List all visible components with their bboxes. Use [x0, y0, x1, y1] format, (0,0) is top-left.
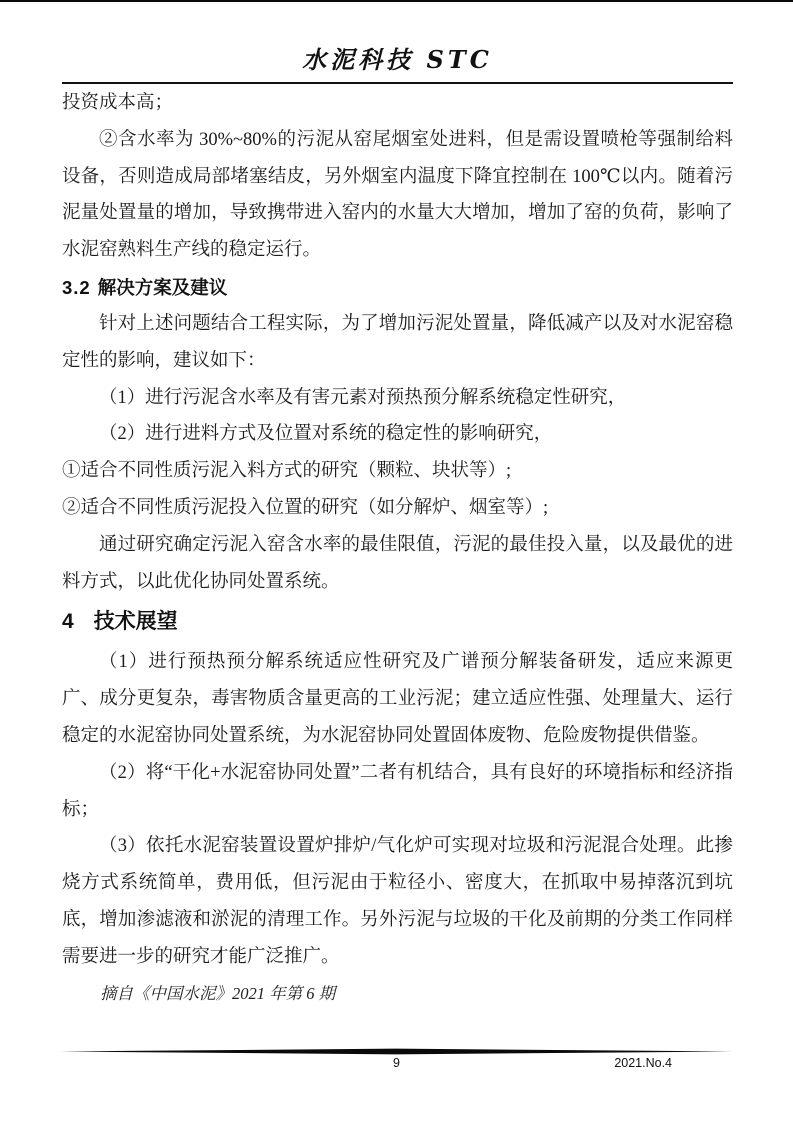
heading-title: 技术展望 — [93, 610, 178, 634]
heading-number: 3.2 — [62, 276, 91, 298]
paragraph-outlook-1: （1）进行预热预分解系统适应性研究及广谱预分解装备研发，适应来源更广、成分更复杂，毒害物质含量更高的工业污泥；建立适应性强、处理量大、运行稳定的水泥窑协同处置系统，为水泥窑协同处置固体废物、危险废物提供借鉴。 — [62, 652, 733, 746]
paragraph-advice-intro: 针对上述问题结合工程实际，为了增加污泥处置量，降低减产以及对水泥窑稳定性的影响，建议如下： — [62, 313, 733, 371]
paragraph-item2-water-content: ②含水率为 30%~80%的污泥从窑尾烟室处进料，但是需设置喷枪等强制给料设备，否则造成局部堵塞结皮，另外烟室内温度下降宜控制在 100℃以内。随着污泥量处置量的增加，导致携带进入窑内的水量大大增加，增加了窑的负荷，影响了水泥窑熟料生产线的稳定运行。 — [62, 129, 733, 261]
paragraph-advice-2-sub2: ②适合不同性质污泥投入位置的研究（如分解炉、烟室等）; — [62, 497, 549, 518]
paragraph-carryover: 投资成本高； — [62, 93, 174, 113]
section-heading-3-2 — [62, 269, 733, 306]
paragraph-outlook-2: （2）将“干化+水泥窑协同处置”二者有机结合，具有良好的环境指标和经济指标； — [62, 762, 733, 820]
paragraph-outlook-3: （3）依托水泥窑装置设置炉排炉/气化炉可实现对垃圾和污泥混合处理。此掺烧方式系统简单，费用低，但污泥由于粒径小、密度大，在抓取中易掉落沉到坑底，增加渗滤液和淤泥的清理工作。另外污泥与垃圾的干化及前期的分类工作同样需要进一步的研究才能广泛推广。 — [62, 836, 733, 967]
article-body — [0, 84, 793, 1012]
journal-header — [0, 0, 793, 84]
page-number: 9 — [393, 1056, 400, 1070]
paragraph-advice-2: （2）进行进料方式及位置对系统的稳定性的影响研究， — [99, 424, 553, 445]
page-top-edge — [0, 0, 793, 2]
paragraph-advice-2-sub1: ①适合不同性质污泥入料方式的研究（颗粒、块状等）; — [62, 461, 512, 482]
footer-row — [60, 1056, 733, 1074]
section-heading-4 — [62, 600, 733, 644]
heading-title: 解决方案及建议 — [97, 276, 228, 298]
paragraph-advice-1: （1）进行污泥含水率及有害元素对预热预分解系统稳定性研究， — [99, 387, 627, 408]
heading-number: 4 — [62, 610, 74, 634]
journal-title: 水泥科技 STC — [302, 45, 493, 74]
page-footer — [60, 1048, 733, 1074]
footer-rule — [60, 1048, 733, 1055]
issue-number: 2021.No.4 — [614, 1056, 672, 1070]
paragraph-advice-conclusion: 通过研究确定污泥入窑含水率的最佳限值，污泥的最佳投入量，以及最优的进料方式，以此优化协同处置系统。 — [62, 534, 733, 592]
source-note: 摘自《中国水泥》2021 年第 6 期 — [100, 983, 336, 1003]
